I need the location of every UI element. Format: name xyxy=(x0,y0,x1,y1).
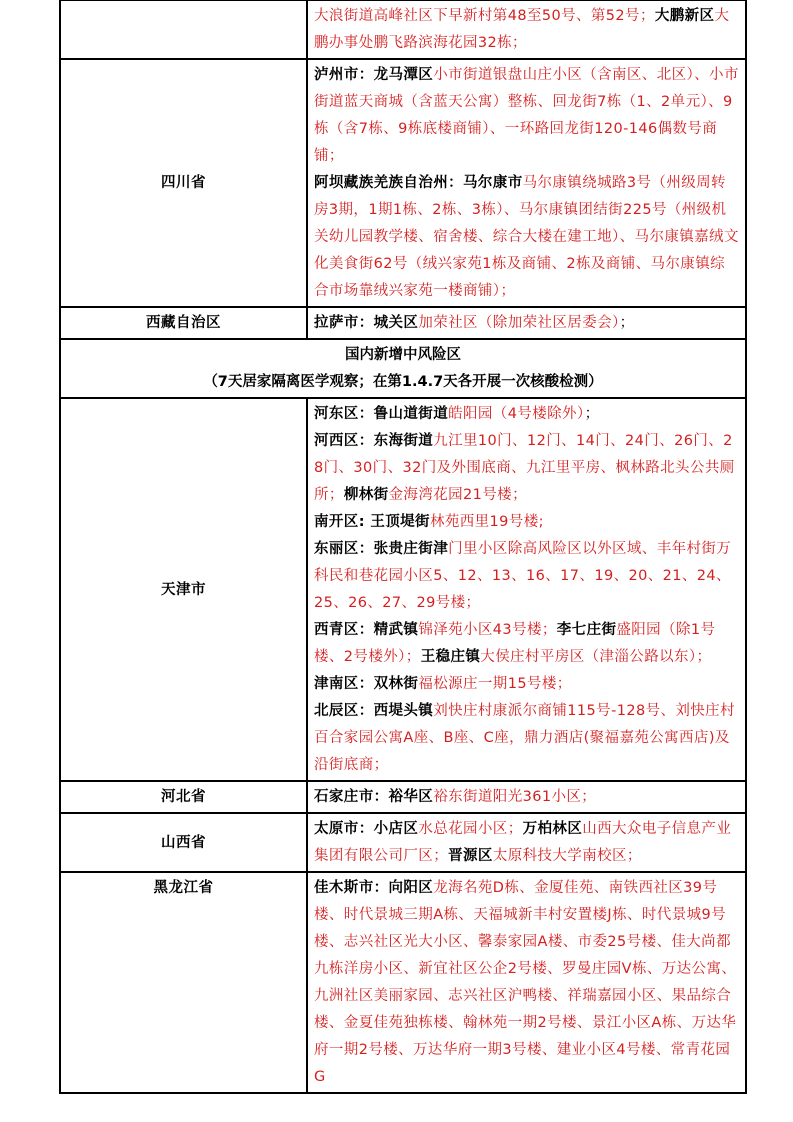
district-label: 王稳庄镇 xyxy=(420,649,481,665)
district-label: 北辰区：西堤头镇 xyxy=(314,703,434,719)
district-label: 河东区：鲁山道街道 xyxy=(314,406,449,422)
risk-area-table xyxy=(59,0,747,1094)
table-row xyxy=(60,781,746,813)
section-subtitle: （7天居家隔离医学观察；在第1.4.7天各开展一次核酸检测） xyxy=(203,374,603,390)
address-text: 刘快庄村康派尔商铺115号-128号、刘快庄村百合家园公寓A座、B座、C座，鼎力酒店(聚福嘉苑公寓西店)及沿街底商； xyxy=(314,703,735,773)
district-label: 河西区：东海街道 xyxy=(314,433,434,449)
area-detail-cell xyxy=(307,781,746,813)
address-text: 锦泽苑小区43号楼； xyxy=(418,622,557,638)
address-text: 裕东街道阳光361小区； xyxy=(433,789,597,805)
district-label: 石家庄市：裕华区 xyxy=(314,789,434,805)
table-row xyxy=(60,0,746,59)
province-cell: 西藏自治区 xyxy=(60,307,307,339)
punctuation: ； xyxy=(619,315,635,331)
area-detail-cell xyxy=(307,813,746,872)
district-label: 阿坝藏族羌族自治州：马尔康市 xyxy=(314,175,523,191)
district-label: 大鹏新区 xyxy=(654,8,715,24)
province-cell: 天津市 xyxy=(60,398,307,781)
table-row xyxy=(60,813,746,872)
table-row xyxy=(60,307,746,339)
address-text: 马尔康镇绕城路3号（州级周转房3期，1期1栋、2栋、3栋）、马尔康镇团结街225号（州级机关幼儿园教学楼、宿舍楼、综合大楼在建工地）、马尔康镇嘉绒文化美食街62号（绒兴家苑1栋及商铺、2栋及商铺、马尔康镇综合市场靠绒兴家苑一楼商铺）； xyxy=(314,175,739,299)
area-detail-cell xyxy=(307,398,746,781)
address-text: 水总花园小区； xyxy=(418,821,523,837)
district-label: 南开区: 王顶堤街 xyxy=(314,514,430,530)
area-entry xyxy=(314,170,739,305)
area-detail-cell xyxy=(307,307,746,339)
district-label: 万柏林区 xyxy=(522,821,583,837)
province-cell: 河北省 xyxy=(60,781,307,813)
district-label: 柳林街 xyxy=(343,487,389,503)
area-entry xyxy=(314,816,739,870)
province-cell: 四川省 xyxy=(60,59,307,307)
area-entry xyxy=(314,3,739,57)
area-entry xyxy=(314,784,739,811)
area-entry xyxy=(314,428,739,509)
district-label: 李七庄街 xyxy=(556,622,617,638)
address-text: 门里小区除高风险区以外区域、丰年村街万科民和巷花园小区5、12、13、16、17、19、20、21、24、25、26、27、29号楼； xyxy=(314,541,732,611)
area-entry xyxy=(314,310,739,337)
address-text: 金海湾花园21号楼； xyxy=(388,487,527,503)
section-header-row xyxy=(60,339,746,398)
area-entry xyxy=(314,617,739,671)
area-detail-cell xyxy=(307,0,746,59)
punctuation: ； xyxy=(584,406,600,422)
table-row xyxy=(60,59,746,307)
district-label: 西青区：精武镇 xyxy=(314,622,419,638)
district-label: 晋源区 xyxy=(448,848,493,864)
district-label: 津南区：双林街 xyxy=(314,676,419,692)
table-row xyxy=(60,872,746,1093)
area-entry xyxy=(314,698,739,779)
province-cell: 山西省 xyxy=(60,813,307,872)
address-text: 龙海名苑D栋、金厦佳苑、南铁西社区39号楼、时代景城三期A栋、天福城新丰村安置楼J栋、时代景城9号楼、志兴社区光大小区、馨泰家园A楼、市委25号楼、佳大尚都九栋洋房小区、新宜社区公企2号楼、罗曼庄园V栋、万达公寓、九洲社区美丽家园、志兴社区沪鸭楼、祥瑞嘉园小区、果品综合楼、金夏佳苑独栋楼、翰林苑一期2号楼、景江小区A栋、万达华府一期2号楼、万达华府一期3号楼、建业小区4号楼、常青花园G xyxy=(314,880,737,1085)
district-label: 太原市：小店区 xyxy=(314,821,419,837)
address-text: 加荣社区（除加荣社区居委会） xyxy=(418,315,620,331)
area-detail-cell xyxy=(307,872,746,1093)
area-entry xyxy=(314,875,739,1091)
address-text: 皓阳园（4号楼除外） xyxy=(448,406,585,422)
district-label: 东丽区：张贵庄街津 xyxy=(314,541,449,557)
address-text: 大侯庄村平房区（津淄公路以东）； xyxy=(480,649,712,665)
address-text: 九江里10门、12门、14门、24门、26门、28门、30门、32门及外围底商、九江里平房、枫林路北头公共厕所； xyxy=(314,433,735,503)
address-text: 太原科技大学南校区； xyxy=(492,848,642,864)
address-text: 小市街道银盘山庄小区（含南区、北区）、小市街道蓝天商城（含蓝天公寓）整栋、回龙街7栋（1、2单元）、9栋（含7栋、9栋底楼商铺）、一环路回龙街120-146偶数号商铺； xyxy=(314,67,739,164)
address-text: 山西大众电子信息产业集团有限公司厂区； xyxy=(314,821,732,864)
area-entry xyxy=(314,509,739,536)
address-text: 大浪街道高峰社区下早新村第48至50号、第52号； xyxy=(314,8,655,24)
address-text: 福松源庄一期15号楼； xyxy=(418,676,572,692)
section-title: 国内新增中风险区 xyxy=(345,347,461,363)
section-header xyxy=(60,339,746,398)
area-entry xyxy=(314,401,739,428)
area-detail-cell xyxy=(307,59,746,307)
table-row xyxy=(60,398,746,781)
province-cell: 黑龙江省 xyxy=(60,872,307,1093)
province-cell xyxy=(60,0,307,59)
district-label: 拉萨市：城关区 xyxy=(314,315,419,331)
address-text: 大鹏办事处鹏飞路滨海花园32栋； xyxy=(314,8,730,51)
area-entry xyxy=(314,62,739,170)
area-entry xyxy=(314,536,739,617)
address-text: 盛阳园（除1号楼、2号楼外）； xyxy=(314,622,716,665)
area-entry xyxy=(314,671,739,698)
address-text: 林苑西里19号楼; xyxy=(429,514,544,530)
district-label: 泸州市：龙马潭区 xyxy=(314,67,434,83)
district-label: 佳木斯市：向阳区 xyxy=(314,880,434,896)
